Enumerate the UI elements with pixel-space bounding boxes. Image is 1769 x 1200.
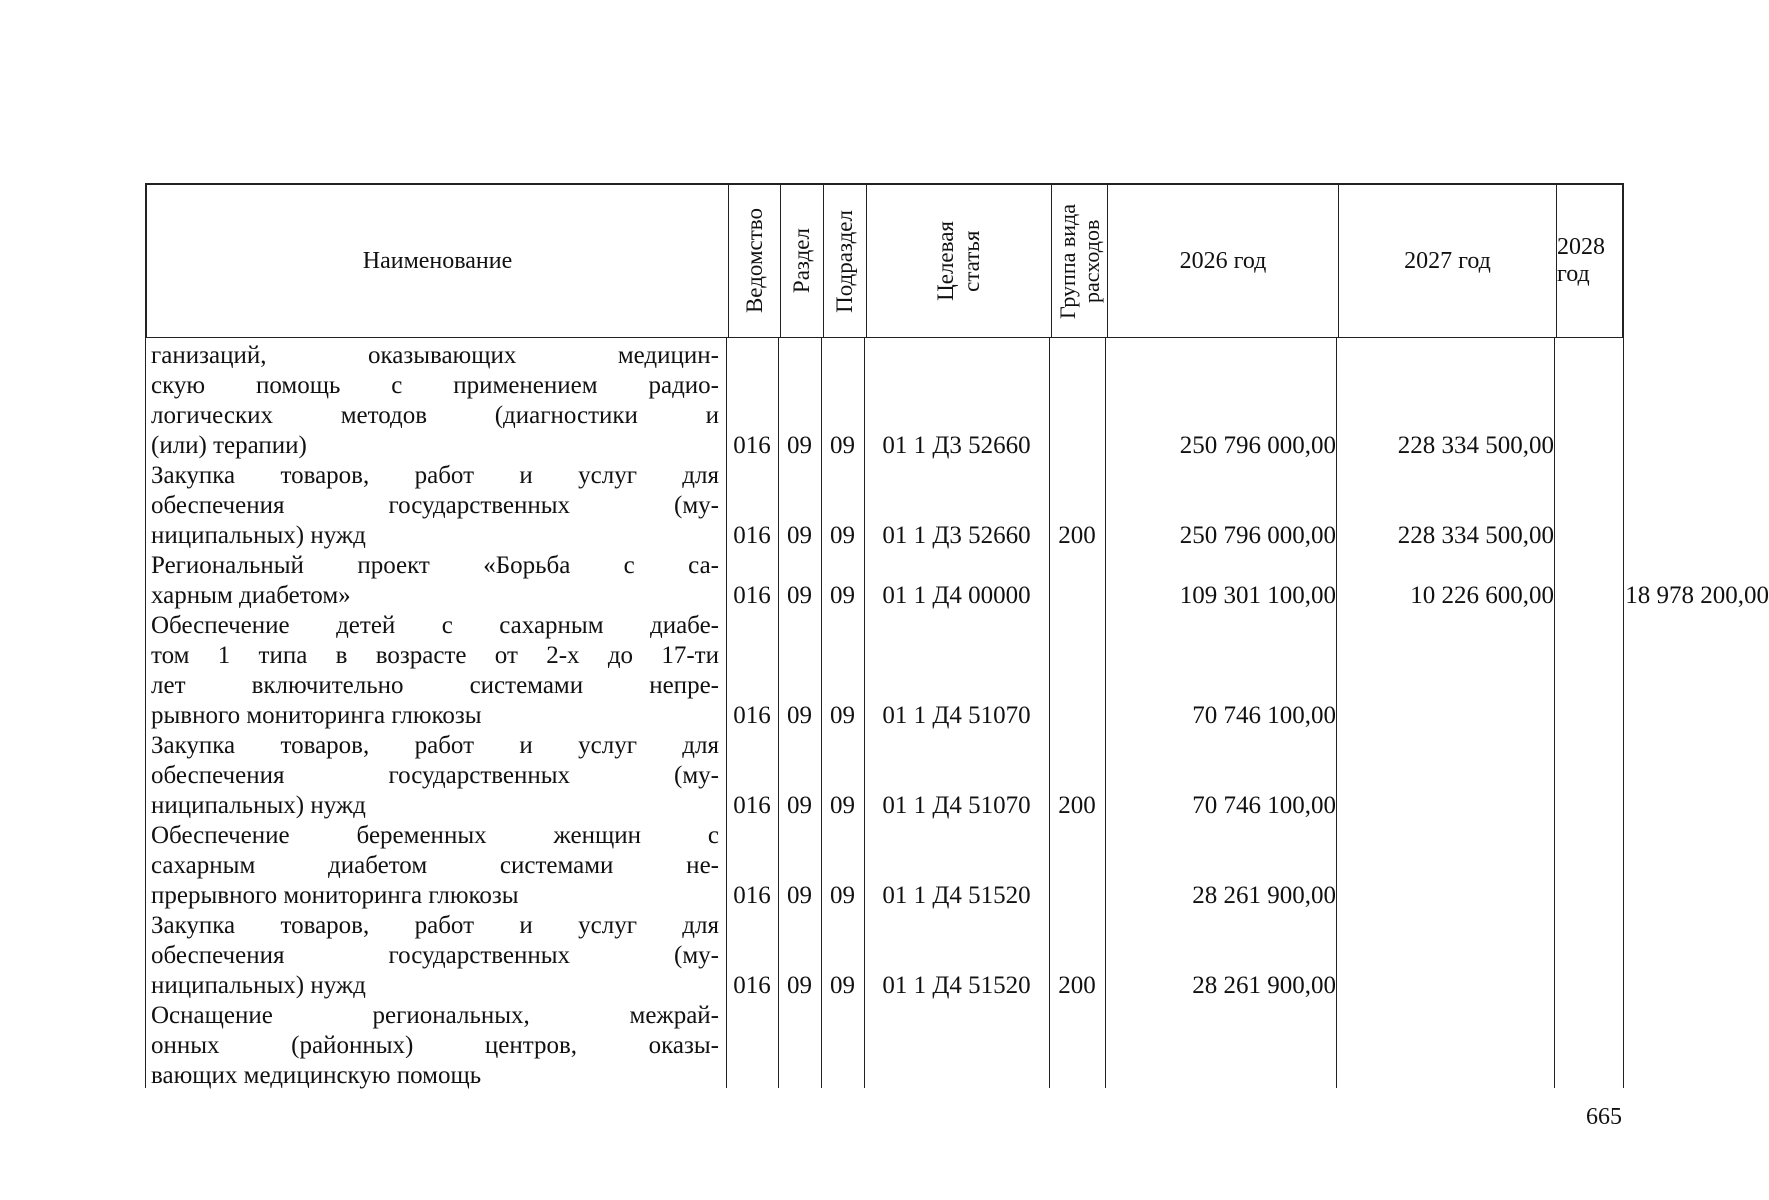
vedomstvo-cell: 016 bbox=[733, 432, 771, 459]
row-name-line: Региональный проект «Борьба с са- bbox=[151, 552, 719, 579]
header-2028-label: 2028 год bbox=[1557, 234, 1605, 287]
page-number: 665 bbox=[1586, 1104, 1622, 1130]
header-podrazdel bbox=[823, 185, 866, 337]
header-2027-label: 2027 год bbox=[1404, 247, 1491, 274]
vedomstvo-cell: 016 bbox=[733, 882, 771, 909]
gruppa-cell: 200 bbox=[1058, 522, 1096, 549]
row-name-line: лет включительно системами непре- bbox=[151, 672, 719, 699]
row-name-line: прерывного мониторинга глюкозы bbox=[151, 882, 519, 909]
header-name-label: Наименование bbox=[362, 247, 513, 274]
header-2027 bbox=[1338, 185, 1556, 337]
row-name-line: Закупка товаров, работ и услуг для bbox=[151, 912, 719, 939]
table-row bbox=[145, 551, 1769, 611]
row-name-line: скую помощь с применением радио- bbox=[151, 372, 719, 399]
amount-2027-cell: 228 334 500,00 bbox=[1397, 432, 1554, 459]
row-name bbox=[151, 821, 719, 911]
header-razdel bbox=[780, 185, 823, 337]
table-row bbox=[145, 821, 1624, 911]
row-name-line: обеспечения государственных (му- bbox=[151, 942, 719, 969]
row-name-line: (или) терапии) bbox=[151, 432, 307, 459]
row-name-line: Обеспечение беременных женщин с bbox=[151, 822, 719, 849]
celevaya-cell: 01 1 Д4 51520 bbox=[882, 882, 1031, 909]
header-gruppa-line2: расходов bbox=[1078, 219, 1104, 303]
amount-2026-cell: 28 261 900,00 bbox=[1192, 882, 1336, 909]
header-celevaya-label bbox=[933, 221, 985, 301]
celevaya-cell: 01 1 Д4 51070 bbox=[882, 702, 1031, 729]
razdel-cell: 09 bbox=[787, 882, 812, 909]
row-name bbox=[151, 341, 719, 461]
header-celevaya bbox=[866, 185, 1051, 337]
row-name-line: том 1 типа в возрасте от 2-х до 17-ти bbox=[151, 642, 719, 669]
row-name-line: ниципальных) нужд bbox=[151, 792, 366, 819]
razdel-cell: 09 bbox=[787, 972, 812, 999]
row-name-line: ганизаций, оказывающих медицин- bbox=[151, 342, 719, 369]
amount-2026-cell: 70 746 100,00 bbox=[1192, 792, 1336, 819]
row-name bbox=[151, 461, 719, 551]
amount-2028-cell: 18 978 200,00 bbox=[1625, 582, 1769, 609]
row-name-line: Закупка товаров, работ и услуг для bbox=[151, 462, 719, 489]
podrazdel-cell: 09 bbox=[830, 432, 855, 459]
header-celevaya-line2: статья bbox=[959, 230, 984, 292]
podrazdel-cell: 09 bbox=[830, 882, 855, 909]
razdel-cell: 09 bbox=[787, 582, 812, 609]
amount-2026-cell: 109 301 100,00 bbox=[1179, 582, 1336, 609]
table-row bbox=[145, 731, 1624, 821]
row-name-line: сахарным диабетом системами не- bbox=[151, 852, 719, 879]
row-name bbox=[151, 1001, 719, 1091]
razdel-cell: 09 bbox=[787, 432, 812, 459]
header-gruppa-line1: Группа вида bbox=[1054, 203, 1080, 319]
table-row bbox=[145, 1001, 1624, 1091]
podrazdel-cell: 09 bbox=[830, 702, 855, 729]
row-name-line: онных (районных) центров, оказы- bbox=[151, 1032, 719, 1059]
celevaya-cell: 01 1 Д3 52660 bbox=[882, 522, 1031, 549]
table-row bbox=[145, 911, 1624, 1001]
amount-2027-cell: 228 334 500,00 bbox=[1397, 522, 1554, 549]
row-name-line: обеспечения государственных (му- bbox=[151, 762, 719, 789]
header-gruppa bbox=[1051, 185, 1107, 337]
row-name-line: ниципальных) нужд bbox=[151, 522, 366, 549]
table-row bbox=[145, 611, 1624, 731]
row-name-line: логических методов (диагностики и bbox=[151, 402, 719, 429]
amount-2026-cell: 28 261 900,00 bbox=[1192, 972, 1336, 999]
razdel-cell: 09 bbox=[787, 792, 812, 819]
header-vedomstvo-label: Ведомство bbox=[741, 208, 767, 314]
gruppa-cell: 200 bbox=[1058, 792, 1096, 819]
table-row bbox=[145, 461, 1624, 551]
header-vedomstvo bbox=[728, 185, 780, 337]
razdel-cell: 09 bbox=[787, 702, 812, 729]
celevaya-cell: 01 1 Д4 51070 bbox=[882, 792, 1031, 819]
row-name bbox=[151, 911, 719, 1001]
razdel-cell: 09 bbox=[787, 522, 812, 549]
header-name bbox=[147, 185, 728, 337]
vedomstvo-cell: 016 bbox=[733, 522, 771, 549]
row-name-line: обеспечения государственных (му- bbox=[151, 492, 719, 519]
amount-2026-cell: 250 796 000,00 bbox=[1179, 432, 1336, 459]
header-2026 bbox=[1107, 185, 1338, 337]
gruppa-cell: 200 bbox=[1058, 972, 1096, 999]
row-name-line: вающих медицинскую помощь bbox=[151, 1062, 482, 1089]
table-row bbox=[145, 341, 1624, 461]
celevaya-cell: 01 1 Д4 00000 bbox=[882, 582, 1031, 609]
celevaya-cell: 01 1 Д4 51520 bbox=[882, 972, 1031, 999]
amount-2027-cell: 10 226 600,00 bbox=[1410, 582, 1554, 609]
row-name bbox=[151, 611, 719, 731]
row-name-line: Закупка товаров, работ и услуг для bbox=[151, 732, 719, 759]
vedomstvo-cell: 016 bbox=[733, 792, 771, 819]
row-name-line: рывного мониторинга глюкозы bbox=[151, 702, 482, 729]
vedomstvo-cell: 016 bbox=[733, 972, 771, 999]
row-name-line: харным диабетом» bbox=[151, 582, 351, 609]
table-header bbox=[145, 183, 1624, 338]
row-name-line: Оснащение региональных, межрай- bbox=[151, 1002, 719, 1029]
vedomstvo-cell: 016 bbox=[733, 582, 771, 609]
header-podrazdel-label: Подраздел bbox=[832, 209, 857, 313]
row-name bbox=[151, 731, 719, 821]
row-name-line: Обеспечение детей с сахарным диабе- bbox=[151, 612, 719, 639]
podrazdel-cell: 09 bbox=[830, 522, 855, 549]
row-name-line: ниципальных) нужд bbox=[151, 972, 366, 999]
row-name bbox=[151, 551, 719, 611]
header-gruppa-label bbox=[1056, 204, 1104, 319]
podrazdel-cell: 09 bbox=[830, 582, 855, 609]
podrazdel-cell: 09 bbox=[830, 972, 855, 999]
header-celevaya-line1: Целевая bbox=[933, 221, 958, 301]
header-2028 bbox=[1556, 185, 1626, 337]
header-2026-label: 2026 год bbox=[1179, 247, 1267, 274]
podrazdel-cell: 09 bbox=[830, 792, 855, 819]
vedomstvo-cell: 016 bbox=[733, 702, 771, 729]
amount-2026-cell: 250 796 000,00 bbox=[1179, 522, 1336, 549]
header-razdel-label: Раздел bbox=[789, 228, 814, 294]
celevaya-cell: 01 1 Д3 52660 bbox=[882, 432, 1031, 459]
amount-2026-cell: 70 746 100,00 bbox=[1192, 702, 1336, 729]
